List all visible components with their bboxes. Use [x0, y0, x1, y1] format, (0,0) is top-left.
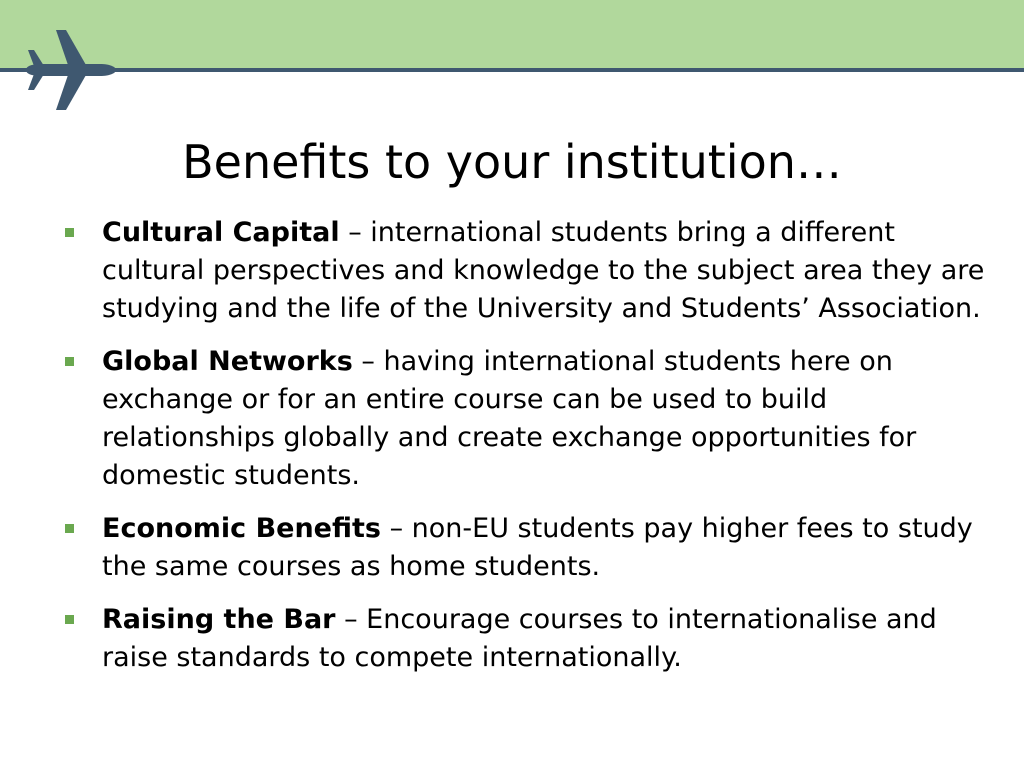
- bullet-term: Global Networks: [102, 346, 353, 377]
- bullet-term: Cultural Capital: [102, 217, 340, 248]
- bullet-marker-icon: [65, 228, 74, 237]
- bullet-marker-icon: [65, 357, 74, 366]
- bullet-item-cultural-capital: [60, 214, 990, 328]
- bullet-term: Economic Benefits: [102, 513, 381, 544]
- bullet-text: – Encourage courses to internationalise and raise standards to compete internationally.: [102, 604, 937, 673]
- bullet-item-economic-benefits: [60, 510, 990, 586]
- header-band: [0, 0, 1024, 68]
- bullet-marker-icon: [65, 615, 74, 624]
- bullet-marker-icon: [65, 524, 74, 533]
- bullet-text: – non-EU students pay higher fees to study the same courses as home students.: [102, 513, 973, 582]
- bullet-text: – having international students here on exchange or for an entire course can be used to build relationships globally and create exchange opportunities for domestic students.: [102, 346, 917, 491]
- bullet-item-global-networks: [60, 343, 990, 495]
- header-divider: [0, 68, 1024, 72]
- bullet-list: [60, 214, 990, 692]
- airplane-icon: [22, 28, 116, 112]
- bullet-item-raising-the-bar: [60, 601, 990, 677]
- bullet-term: Raising the Bar: [102, 604, 336, 635]
- slide-title: Benefits to your institution…: [182, 135, 842, 189]
- bullet-text: – international students bring a different cultural perspectives and knowledge to the subject area they are studying and the life of the University and Students’ Association.: [102, 217, 985, 324]
